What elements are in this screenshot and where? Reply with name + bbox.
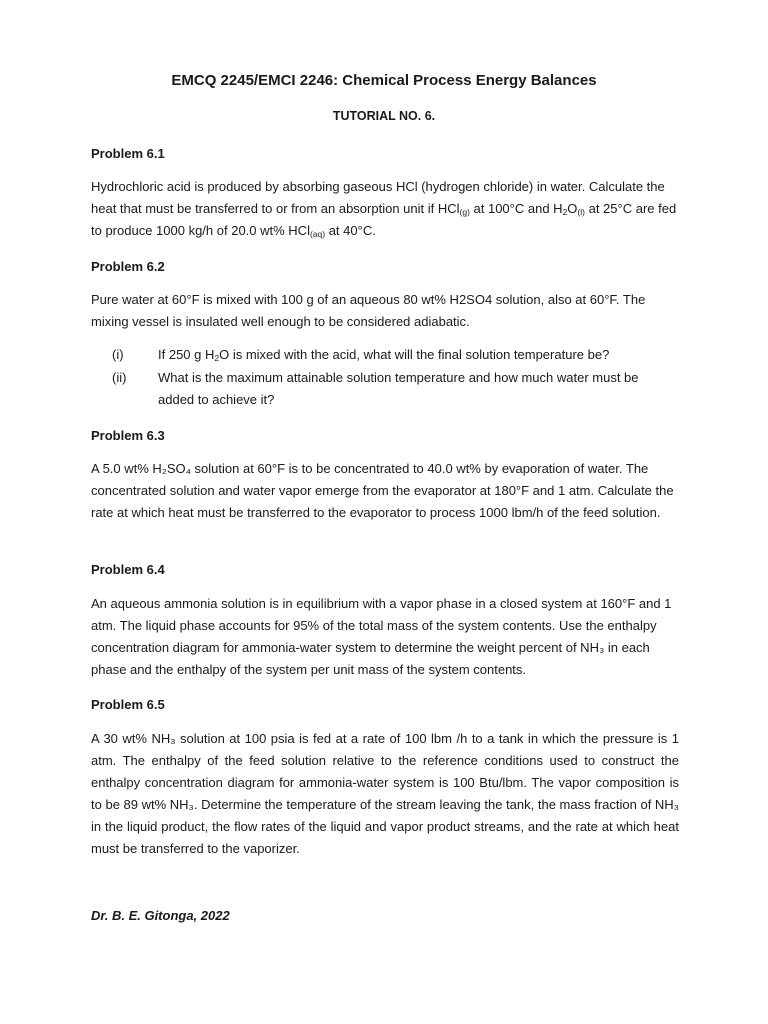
p61-sub-3: (l) [577, 207, 585, 217]
problem-6-5-text: A 30 wt% NH₃ solution at 100 psia is fed at a rate of 100 lbm /h to a tank in which the pressure is 1 atm. The enthalpy of the feed solution relative to the reference conditions used to construct the enthalpy concentration diagram for ammonia-water system is 100 Btu/lbm. The vapor composition is to be 89 wt% NH₃. Determine the temperature of the stream leaving the tank, the mass fraction of NH₃ in the liquid product, the flow rates of the liquid and vapor product streams, and the rate at which heat must be transferred to the vaporizer. [91, 731, 679, 856]
p61-text-2: at 100°C and H [469, 201, 563, 216]
item-text [158, 344, 678, 366]
problem-6-1-text [91, 176, 679, 242]
item-number: (i) [112, 347, 124, 362]
p61-text-5: at 40°C. [325, 223, 376, 238]
problem-6-5-heading: Problem 6.5 [91, 697, 165, 712]
problem-6-4-heading: Problem 6.4 [91, 562, 165, 577]
item-i-sub: 2 [214, 353, 220, 363]
p61-text-3: O [567, 201, 578, 216]
item-number: (ii) [112, 370, 127, 385]
p61-text-1: Hydrochloric acid is produced by absorbing gaseous HCl (hydrogen chloride) in water. Calculate the heat that must be transferred to or from an absorption unit if HCl [91, 179, 665, 216]
item-i-text-1: If 250 g H [158, 347, 215, 362]
p61-sub-2: 2 [562, 207, 568, 217]
p61-text-4: at 25°C are fed to produce 1000 kg/h of 20.0 wt% HCl [91, 201, 677, 238]
problem-6-3-text: A 5.0 wt% H₂SO₄ solution at 60°F is to be concentrated to 40.0 wt% by evaporation of water. The concentrated solution and water vapor emerge from the evaporator at 180°F and 1 atm. Calculate the rate at which heat must be transferred to the evaporator to process 1000 lbm/h of the feed solution. [91, 461, 674, 520]
problem-6-4-text: An aqueous ammonia solution is in equilibrium with a vapor phase in a closed system at 160°F and 1 atm. The liquid phase accounts for 95% of the total mass of the system contents. Use the enthalpy concentration diagram for ammonia-water system to determine the weight percent of NH₃ in each phase and the enthalpy of the system per unit mass of the system contents. [91, 596, 672, 677]
problem-6-1-heading: Problem 6.1 [91, 146, 165, 161]
item-i-text-2: O is mixed with the acid, what will the final solution temperature be? [219, 347, 610, 362]
p61-sub-4: (aq) [309, 229, 326, 239]
problem-6-2-heading: Problem 6.2 [91, 259, 165, 274]
author-signature: Dr. B. E. Gitonga, 2022 [91, 908, 230, 923]
p61-sub-1: (g) [459, 207, 470, 217]
problem-6-2-intro: Pure water at 60°F is mixed with 100 g of an aqueous 80 wt% H2SO4 solution, also at 60°F. The mixing vessel is insulated well enough to be considered adiabatic. [91, 292, 646, 329]
item-text: What is the maximum attainable solution temperature and how much water must be added to achieve it? [158, 370, 639, 407]
document-title: EMCQ 2245/EMCI 2246: Chemical Process Energy Balances [171, 72, 597, 89]
tutorial-number: TUTORIAL NO. 6. [332, 109, 436, 123]
problem-6-3-heading: Problem 6.3 [91, 428, 165, 443]
